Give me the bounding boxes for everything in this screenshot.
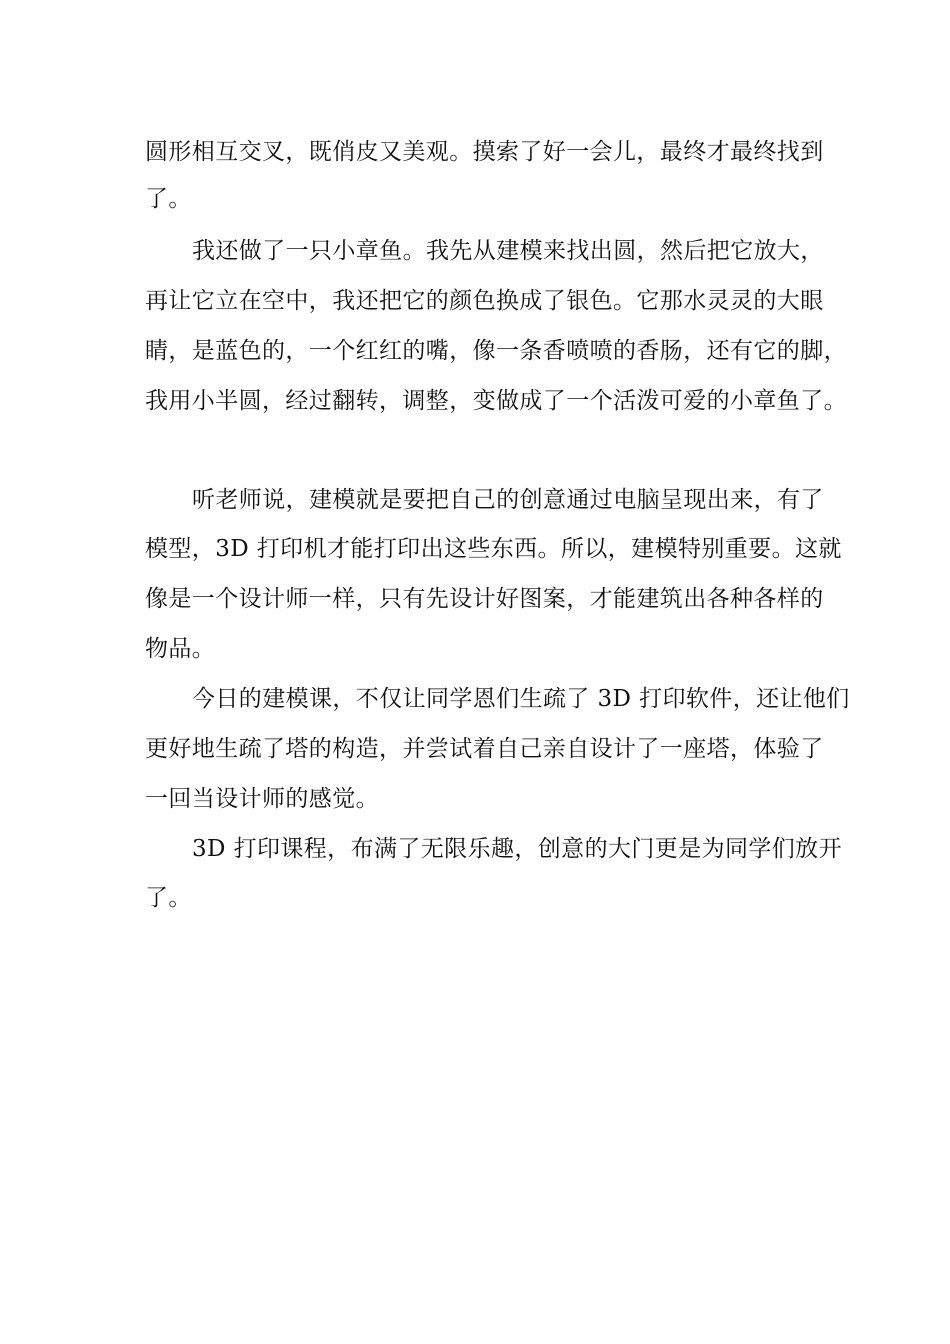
paragraph-start-line: 我还做了一只小章鱼。我先从建模来找出圆，然后把它放大， [192, 238, 824, 264]
text-line: 模型，3D 打印机才能打印出这些东西。所以，建模特别重要。这就 [145, 536, 842, 562]
text-line: 我用小半圆，经过翻转，调整，变做成了一个活泼可爱的小章鱼了。 [145, 388, 847, 414]
text-line: 像是一个设计师一样，只有先设计好图案，才能建筑出各种各样的 [145, 586, 824, 612]
paragraph-start-line: 今日的建模课，不仅让同学恩们生疏了 3D 打印软件，还让他们 [192, 686, 850, 712]
text-line: 了。 [145, 885, 192, 911]
paragraph-start-line: 听老师说，建模就是要把自己的创意通过电脑呈现出来，有了 [192, 487, 824, 513]
paragraph-start-line: 3D 打印课程，布满了无限乐趣，创意的大门更是为同学们放开 [192, 836, 842, 862]
text-line: 再让它立在空中，我还把它的颜色换成了银色。它那水灵灵的大眼 [145, 288, 824, 314]
text-line: 物品。 [145, 636, 216, 662]
text-line: 更好地生疏了塔的构造，并尝试着自己亲自设计了一座塔，体验了 [145, 736, 824, 762]
text-line: 一回当设计师的感觉。 [145, 786, 379, 812]
text-line: 圆形相互交叉，既俏皮又美观。摸索了好一会儿，最终才最终找到 [145, 139, 824, 165]
text-line: 了。 [145, 186, 192, 212]
text-line: 睛，是蓝色的，一个红红的嘴，像一条香喷喷的香肠，还有它的脚， [145, 338, 847, 364]
